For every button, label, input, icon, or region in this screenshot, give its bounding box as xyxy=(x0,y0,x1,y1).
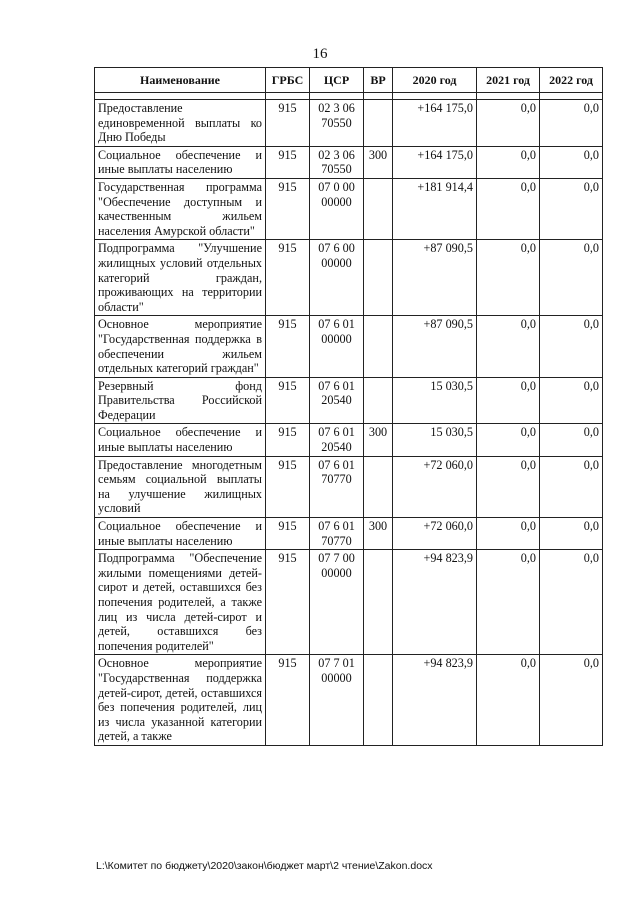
row-csr: 07 0 00 00000 xyxy=(310,178,364,239)
row-vr xyxy=(364,377,393,424)
row-2022: 0,0 xyxy=(540,316,603,377)
table-row xyxy=(95,550,603,655)
table-row xyxy=(95,655,603,746)
row-2022: 0,0 xyxy=(540,240,603,316)
row-grbs: 915 xyxy=(266,316,310,377)
row-vr xyxy=(364,655,393,746)
row-2020: +94 823,9 xyxy=(393,550,477,655)
row-2020: 15 030,5 xyxy=(393,424,477,456)
row-name: Подпрограмма "Улучшение жилищных условий отдельных категорий граждан, проживающих на территории области" xyxy=(95,240,266,316)
row-vr: 300 xyxy=(364,424,393,456)
row-2022: 0,0 xyxy=(540,550,603,655)
header-vr: ВР xyxy=(364,68,393,93)
row-vr xyxy=(364,240,393,316)
row-csr: 02 3 06 70550 xyxy=(310,100,364,147)
row-name: Резервный фонд Правительства Российской Федерации xyxy=(95,377,266,424)
row-name: Основное мероприятие "Государственная поддержка детей-сирот, детей, оставшихся без попечения родителей, лиц из числа указанной категории детей, а также xyxy=(95,655,266,746)
row-2022: 0,0 xyxy=(540,377,603,424)
row-name: Социальное обеспечение и иные выплаты населению xyxy=(95,518,266,550)
table-row xyxy=(95,316,603,377)
row-name: Предоставление многодетным семьям социальной выплаты на улучшение жилищных условий xyxy=(95,456,266,517)
budget-table xyxy=(94,67,603,746)
table-row xyxy=(95,518,603,550)
row-csr: 07 7 01 00000 xyxy=(310,655,364,746)
row-2020: +72 060,0 xyxy=(393,518,477,550)
header-csr: ЦСР xyxy=(310,68,364,93)
header-grbs: ГРБС xyxy=(266,68,310,93)
row-2020: +87 090,5 xyxy=(393,316,477,377)
row-2021: 0,0 xyxy=(477,550,540,655)
row-csr: 07 6 01 20540 xyxy=(310,377,364,424)
row-vr xyxy=(364,178,393,239)
row-vr: 300 xyxy=(364,146,393,178)
row-name: Подпрограмма "Обеспечение жилыми помещениями детей-сирот и детей, оставшихся без попечения родителей, а также лиц из числа детей-сирот и детей, оставшихся без попечения родителей" xyxy=(95,550,266,655)
row-grbs: 915 xyxy=(266,655,310,746)
row-grbs: 915 xyxy=(266,178,310,239)
row-2020: +164 175,0 xyxy=(393,146,477,178)
table-row xyxy=(95,100,603,147)
row-vr: 300 xyxy=(364,518,393,550)
row-grbs: 915 xyxy=(266,240,310,316)
row-2021: 0,0 xyxy=(477,316,540,377)
row-grbs: 915 xyxy=(266,146,310,178)
row-name: Предоставление единовременной выплаты ко Дню Победы xyxy=(95,100,266,147)
row-2020: +94 823,9 xyxy=(393,655,477,746)
row-csr: 07 6 01 00000 xyxy=(310,316,364,377)
row-vr xyxy=(364,456,393,517)
row-name: Социальное обеспечение и иные выплаты населению xyxy=(95,146,266,178)
header-2022: 2022 год xyxy=(540,68,603,93)
row-name: Основное мероприятие "Государственная поддержка в обеспечении жильем отдельных категорий граждан" xyxy=(95,316,266,377)
page-number: 16 xyxy=(312,46,328,62)
row-csr: 07 6 01 70770 xyxy=(310,518,364,550)
row-2020: +72 060,0 xyxy=(393,456,477,517)
table-row xyxy=(95,377,603,424)
row-grbs: 915 xyxy=(266,424,310,456)
row-grbs: 915 xyxy=(266,550,310,655)
row-2021: 0,0 xyxy=(477,456,540,517)
table-row xyxy=(95,146,603,178)
row-2020: +164 175,0 xyxy=(393,100,477,147)
row-grbs: 915 xyxy=(266,100,310,147)
row-vr xyxy=(364,550,393,655)
row-2022: 0,0 xyxy=(540,456,603,517)
row-csr: 07 7 00 00000 xyxy=(310,550,364,655)
row-2022: 0,0 xyxy=(540,146,603,178)
row-2020: +87 090,5 xyxy=(393,240,477,316)
row-2021: 0,0 xyxy=(477,424,540,456)
row-2021: 0,0 xyxy=(477,178,540,239)
row-csr: 02 3 06 70550 xyxy=(310,146,364,178)
row-csr: 07 6 01 20540 xyxy=(310,424,364,456)
row-2020: +181 914,4 xyxy=(393,178,477,239)
table-spacer-row xyxy=(95,93,603,100)
row-2021: 0,0 xyxy=(477,146,540,178)
header-name: Наименование xyxy=(95,68,266,93)
row-2022: 0,0 xyxy=(540,655,603,746)
header-2020: 2020 год xyxy=(393,68,477,93)
row-vr xyxy=(364,100,393,147)
row-name: Государственная программа "Обеспечение доступным и качественным жильем населения Амурской области" xyxy=(95,178,266,239)
header-2021: 2021 год xyxy=(477,68,540,93)
row-2021: 0,0 xyxy=(477,655,540,746)
row-2022: 0,0 xyxy=(540,100,603,147)
table-row xyxy=(95,178,603,239)
table-row xyxy=(95,424,603,456)
row-grbs: 915 xyxy=(266,518,310,550)
row-csr: 07 6 01 70770 xyxy=(310,456,364,517)
row-2022: 0,0 xyxy=(540,424,603,456)
row-2021: 0,0 xyxy=(477,240,540,316)
row-2022: 0,0 xyxy=(540,178,603,239)
row-csr: 07 6 00 00000 xyxy=(310,240,364,316)
row-vr xyxy=(364,316,393,377)
row-2021: 0,0 xyxy=(477,377,540,424)
row-grbs: 915 xyxy=(266,377,310,424)
row-2020: 15 030,5 xyxy=(393,377,477,424)
row-name: Социальное обеспечение и иные выплаты населению xyxy=(95,424,266,456)
row-2021: 0,0 xyxy=(477,100,540,147)
table-row xyxy=(95,456,603,517)
table-row xyxy=(95,240,603,316)
table-header-row xyxy=(95,68,603,93)
row-2022: 0,0 xyxy=(540,518,603,550)
footer-file-path: L:\Комитет по бюджету\2020\закон\бюджет март\2 чтение\Zakon.docx xyxy=(96,860,433,872)
row-grbs: 915 xyxy=(266,456,310,517)
row-2021: 0,0 xyxy=(477,518,540,550)
